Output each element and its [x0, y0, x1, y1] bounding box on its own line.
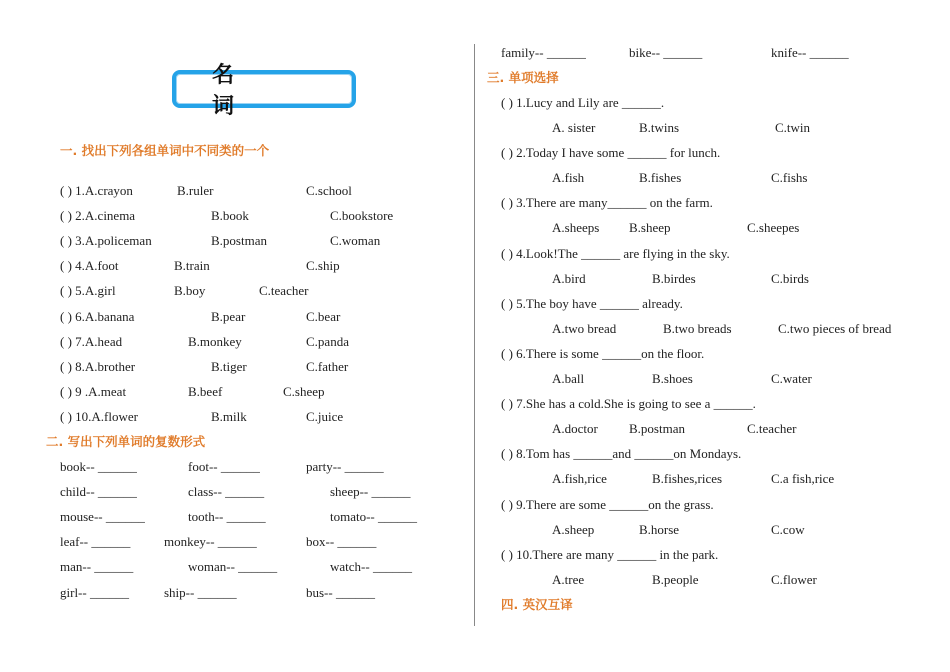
- option-b: B.beef: [188, 383, 223, 399]
- question-stem: ( ) 4.A.foot: [60, 258, 119, 274]
- question-stem: ( ) 3.A.policeman: [60, 233, 152, 249]
- plural-item: ship-- ______: [164, 584, 237, 600]
- question-stem: ( ) 1.Lucy and Lily are ______.: [501, 95, 665, 110]
- option-b: B.postman: [211, 233, 267, 249]
- option-c: C.cow: [771, 521, 805, 537]
- option-c: C.bookstore: [330, 208, 394, 224]
- question-stem: ( ) 1.A.crayon: [60, 183, 133, 198]
- option-c: C.sheep: [283, 383, 325, 399]
- plural-item: man-- ______: [60, 559, 134, 575]
- plural-item: class-- ______: [188, 484, 265, 500]
- option-b: B.book: [211, 208, 249, 224]
- question-stem: ( ) 8.A.brother: [60, 358, 136, 374]
- option-c: C.birds: [771, 270, 809, 286]
- page-title: 名 词: [172, 70, 356, 108]
- plural-item: tooth-- ______: [188, 509, 266, 525]
- option-b: B.horse: [639, 521, 680, 537]
- question-stem: ( ) 4.Look!The ______ are flying in the sky.: [501, 245, 730, 261]
- plural-item: tomato-- ______: [330, 509, 418, 525]
- plural-item: book-- ______: [60, 459, 137, 474]
- option-b: B.boy: [174, 283, 206, 299]
- option-c: C.father: [306, 358, 349, 374]
- question-stem: ( ) 5.The boy have ______ already.: [501, 295, 683, 311]
- option-c: C.school: [306, 183, 352, 198]
- option-b: B.sheep: [629, 220, 671, 236]
- plural-item: mouse-- ______: [60, 509, 145, 525]
- plural-item: watch-- ______: [330, 559, 412, 575]
- option-b: B.postman: [629, 421, 685, 437]
- plural-item: child-- ______: [60, 484, 137, 500]
- question-stem: ( ) 2.Today I have some ______ for lunch.: [501, 145, 721, 161]
- option-b: B.people: [652, 571, 699, 587]
- question-stem: ( ) 9 .A.meat: [60, 383, 127, 399]
- option-b: B.tiger: [211, 358, 247, 374]
- option-c: C.teacher: [259, 283, 309, 299]
- plural-item: knife-- ______: [771, 45, 849, 60]
- section-2-heading: 二. 写出下列单词的复数形式: [46, 434, 206, 449]
- option-c: C.woman: [330, 233, 381, 249]
- option-b: B.shoes: [652, 371, 693, 386]
- option-c: C.ship: [306, 258, 340, 274]
- option-c: C.juice: [306, 408, 344, 424]
- question-stem: ( ) 7.A.head: [60, 333, 123, 349]
- option-b: B.fishes: [639, 170, 682, 186]
- option-a: A.fish,rice: [552, 471, 607, 487]
- option-c: C.water: [771, 371, 812, 386]
- option-c: C.two pieces of bread: [778, 320, 892, 336]
- question-stem: ( ) 10.A.flower: [60, 408, 138, 424]
- plural-item: woman-- ______: [188, 559, 278, 575]
- option-a: A.fish: [552, 170, 585, 186]
- plural-item: party-- ______: [306, 459, 384, 474]
- plural-item: monkey-- ______: [164, 534, 257, 550]
- option-c: C.bear: [306, 308, 341, 324]
- option-c: C.teacher: [747, 421, 797, 437]
- plural-item: girl-- ______: [60, 584, 129, 600]
- option-b: B.pear: [211, 308, 246, 324]
- option-b: B.train: [174, 258, 210, 274]
- section-4-heading: 四. 英汉互译: [501, 597, 573, 612]
- plural-item: box-- ______: [306, 534, 377, 550]
- option-b: B.monkey: [188, 333, 242, 349]
- option-a: A.two bread: [552, 320, 617, 336]
- option-c: C.a fish,rice: [771, 471, 835, 487]
- section-1-heading: 一. 找出下列各组单词中不同类的一个: [60, 143, 270, 158]
- question-stem: ( ) 7.She has a cold.She is going to see a ______.: [501, 396, 756, 412]
- option-b: B.ruler: [177, 183, 214, 198]
- option-b: B.milk: [211, 408, 247, 424]
- option-a: A.tree: [552, 571, 585, 587]
- option-a: A.sheep: [552, 521, 595, 537]
- option-b: B.birdes: [652, 270, 696, 286]
- question-stem: ( ) 9.There are some ______on the grass.: [501, 496, 714, 512]
- plural-item: sheep-- ______: [330, 484, 411, 500]
- plural-item: family-- ______: [501, 45, 586, 60]
- option-a: A. sister: [552, 120, 596, 135]
- question-stem: ( ) 3.There are many______ on the farm.: [501, 195, 713, 211]
- option-b: B.fishes,rices: [652, 471, 723, 487]
- option-a: A.bird: [552, 270, 586, 286]
- option-b: B.two breads: [663, 320, 732, 336]
- question-stem: ( ) 10.There are many ______ in the park.: [501, 546, 719, 562]
- option-a: A.sheeps: [552, 220, 600, 236]
- option-c: C.flower: [771, 571, 817, 587]
- option-c: C.fishs: [771, 170, 808, 186]
- question-stem: ( ) 5.A.girl: [60, 283, 116, 299]
- plural-item: foot-- ______: [188, 459, 260, 474]
- question-stem: ( ) 6.A.banana: [60, 308, 135, 324]
- plural-item: bike-- ______: [629, 45, 703, 60]
- option-b: B.twins: [639, 120, 680, 135]
- option-c: C.twin: [775, 120, 811, 135]
- option-a: A.ball: [552, 371, 585, 386]
- plural-item: bus-- ______: [306, 584, 375, 600]
- option-c: C.panda: [306, 333, 349, 349]
- column-divider: [474, 44, 475, 626]
- option-a: A.doctor: [552, 421, 598, 437]
- option-c: C.sheepes: [747, 220, 800, 236]
- question-stem: ( ) 2.A.cinema: [60, 208, 136, 224]
- question-stem: ( ) 8.Tom has ______and ______on Mondays.: [501, 446, 742, 462]
- plural-item: leaf-- ______: [60, 534, 131, 550]
- section-3-heading: 三. 单项选择: [487, 70, 559, 85]
- question-stem: ( ) 6.There is some ______on the floor.: [501, 346, 705, 361]
